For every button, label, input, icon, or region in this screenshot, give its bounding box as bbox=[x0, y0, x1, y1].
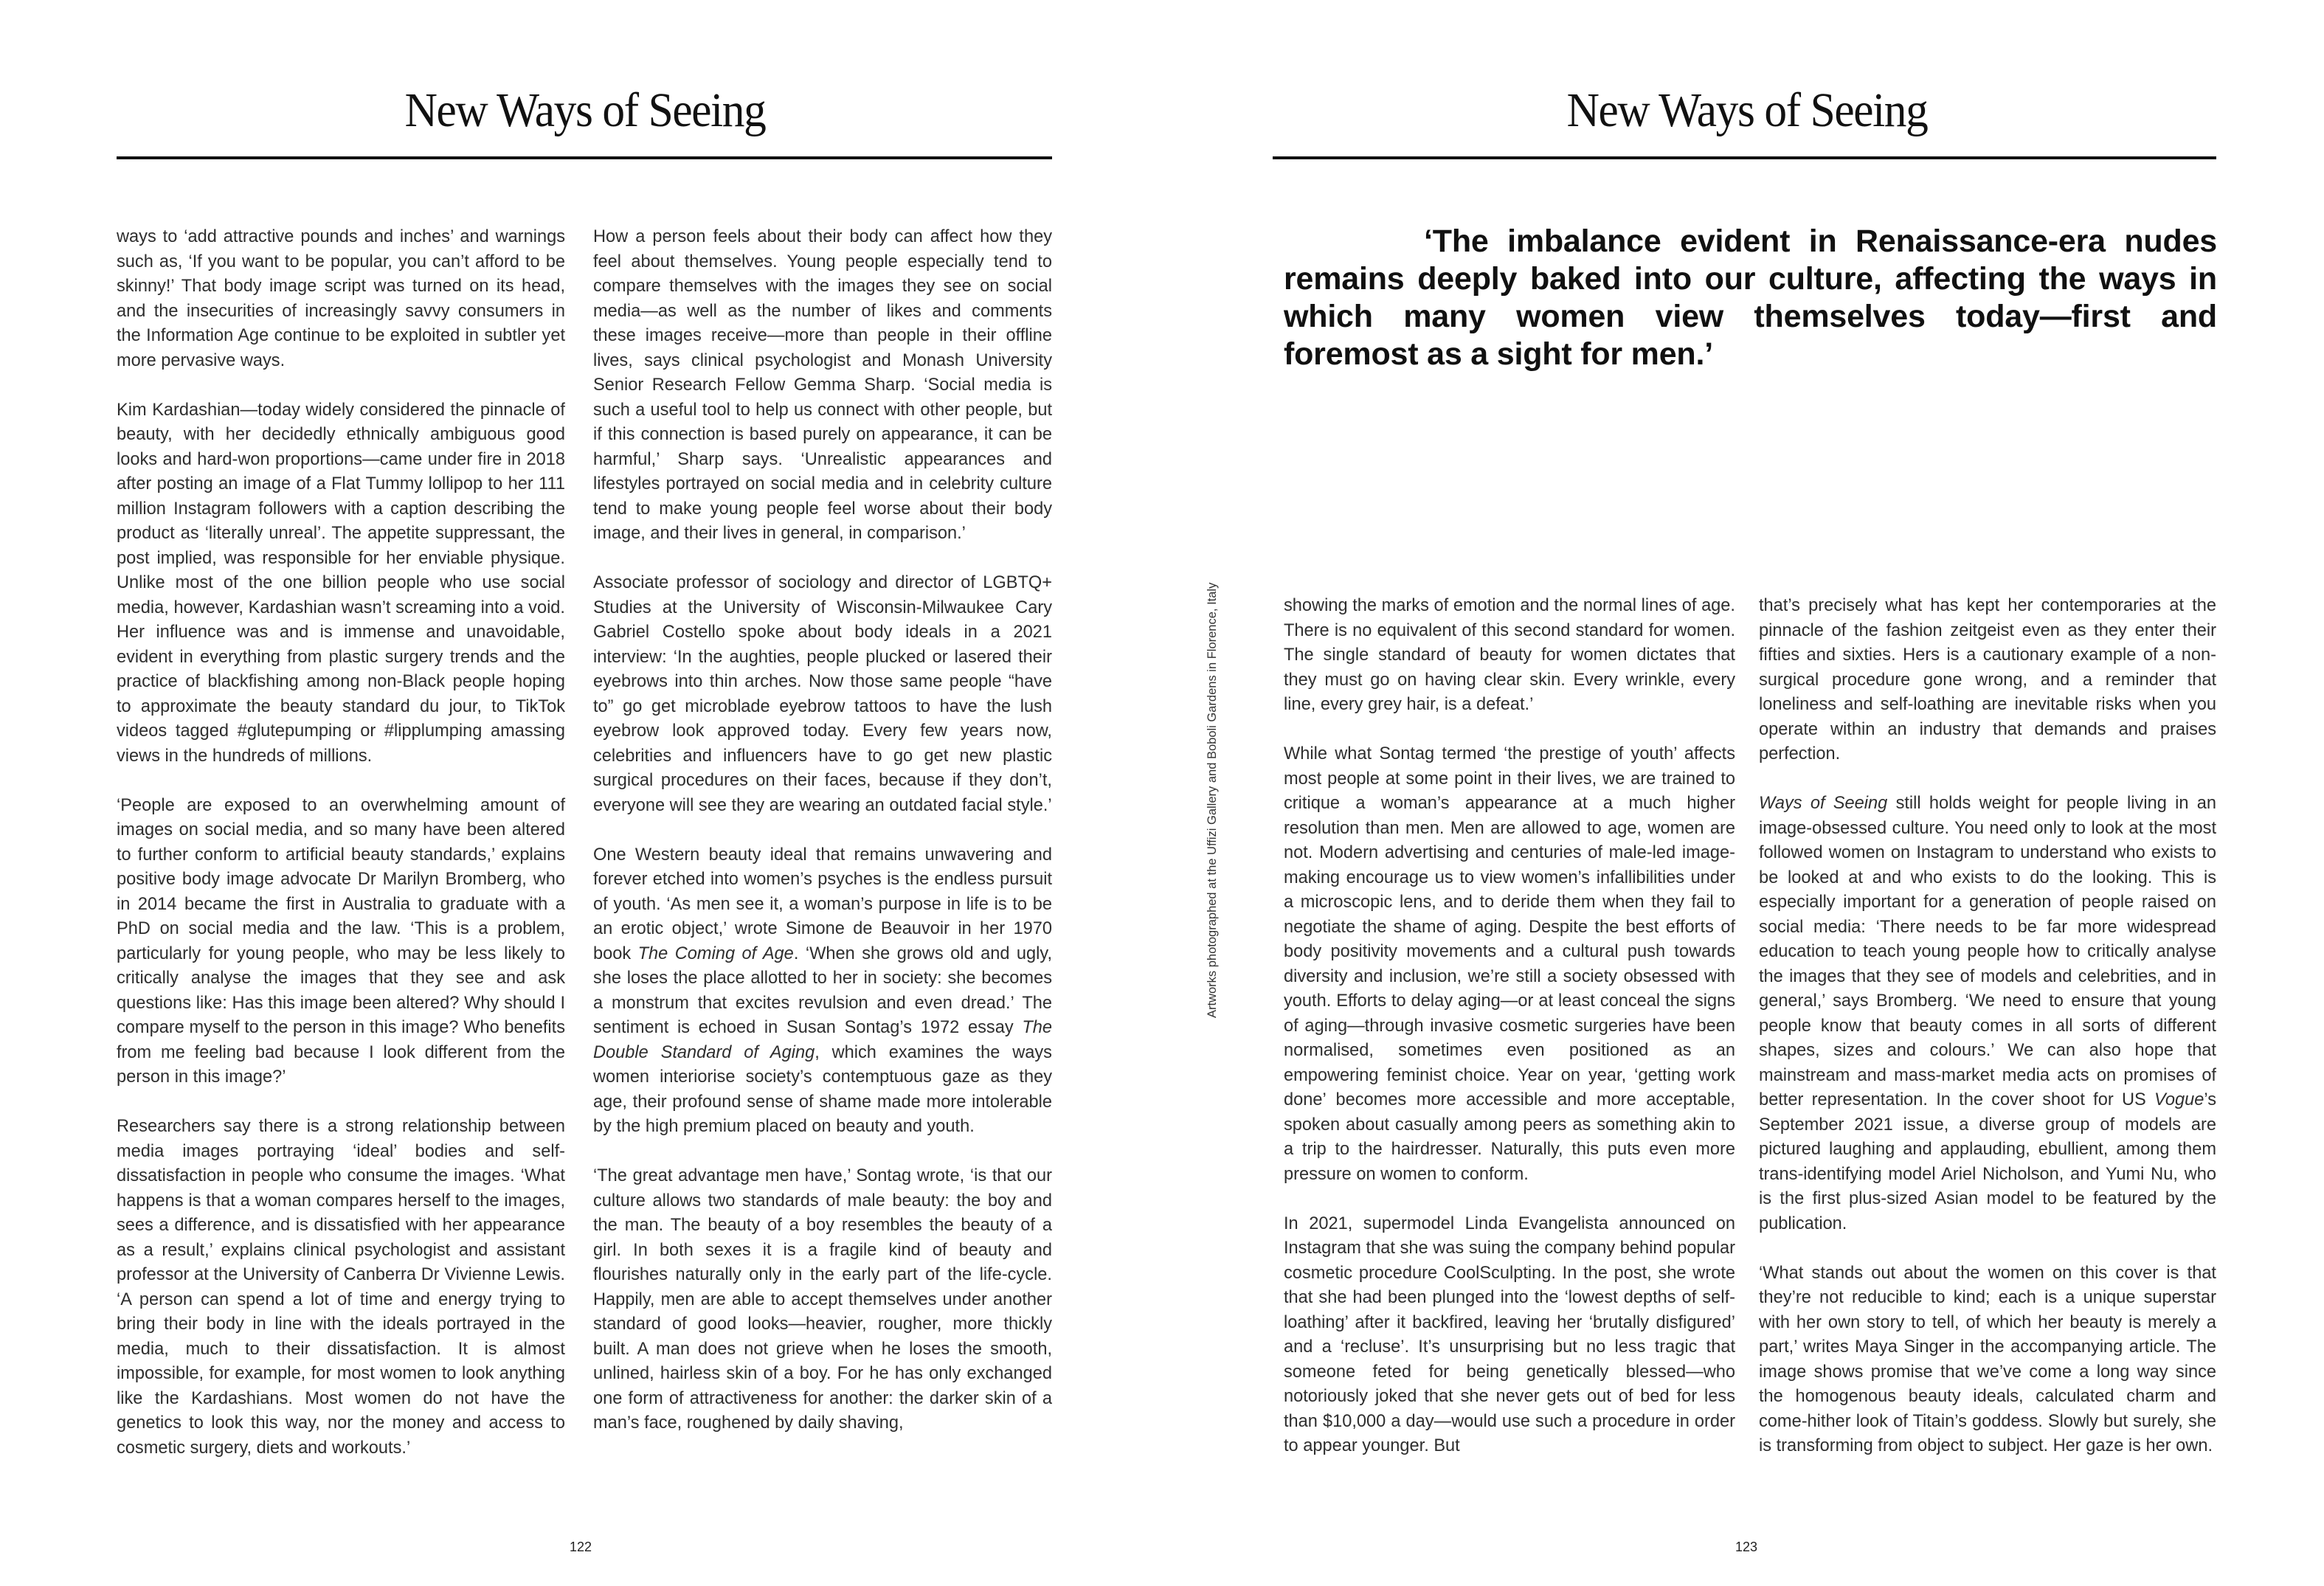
header-rule bbox=[117, 156, 1052, 159]
right-page bbox=[1162, 0, 2324, 1586]
paragraph: that’s precisely what has kept her contemporaries at the pinnacle of the fashion zeitgeist even as they enter their fifties and sixties. Hers is a cautionary example of a non-surgical procedure gone wrong, and a reminder that loneliness and self-loathing are inevitable risks when you operate within an industry that demands and praises perfection. bbox=[1759, 596, 2216, 763]
text-column-1 bbox=[1284, 594, 1735, 1459]
text-run: still holds weight for people living in an image-obsessed culture. You need only to look at the most followed women on Instagram to understand who exists to be looked at and who exists to do the looking. This is especially important for a generation of people raised on social media: ‘There needs to be far more widespread education to teach young people how to critically analyse the images that they see of models and celebrities, and in general,’ says Bromberg. ‘We need to ensure that young people know that beauty comes in all sorts of different shapes, sizes and colours.’ We can also hope that mainstream and mass-market media acts on promises of better representation. In the cover shoot for US bbox=[1759, 794, 2216, 1109]
paragraph: In 2021, supermodel Linda Evangelista announced on Instagram that she was suing the company behind popular cosmetic procedure CoolSculpting. In the post, she wrote that she had been plunged into the ‘lowest depths of self-loathing’ after it backfired, leaving her ‘brutally disfigured’ and a ‘recluse’. It’s unsurprising but no less tragic that someone feted for being genetically blessed—who notoriously joked that she never gets out of bed for less than $10,000 a day—would use such a procedure in order to appear younger. But bbox=[1284, 1213, 1735, 1455]
text-run: ’s September 2021 issue, a diverse group of models are pictured laughing and applauding, ebullient, among them trans-identifying model Ariel Nicholson, and Yumi Nu, who is the first plus-sized Asian model to be featured by the publication. bbox=[1759, 1090, 2216, 1233]
text-run: . ‘When she grows old and ugly, she loses the place allotted to her in society: she becomes a monstrum that excites revulsion and even dread.’ The sentiment is echoed in Susan Sontag’s 1972 essay bbox=[593, 943, 1052, 1037]
page-number: 123 bbox=[1735, 1540, 1758, 1554]
paragraph: ‘What stands out about the women on this cover is that they’re not reducible to kind; each is a unique superstar with her own story to tell, of which her beauty is merely a part,’ writes Maya Singer in the accompanying article. The image shows promise that we’ve come a long way since the homogenous beauty ideals, calculated charm and come-hither look of Titain’s goddess. Slowly but surely, she is transforming from object to subject. Her gaze is her own. bbox=[1759, 1263, 2216, 1455]
paragraph: ways to ‘add attractive pounds and inches’ and warnings such as, ‘If you want to be popular, you can’t afford to be skinny!’ That body image script was turned on its head, and the insecurities of increasingly savvy consumers in the Information Age continue to be exploited in subtler yet more pervasive ways. bbox=[117, 227, 565, 370]
paragraph: Associate professor of sociology and director of LGBTQ+ Studies at the University of Wisconsin-Milwaukee Cary Gabriel Costello spoke about body ideals in a 2021 interview: ‘In the aughties, people plucked or lasered their eyebrows into thin arches. Now those same people “have to” go get microblade eyebrow tattoos to have the lush eyebrow look approved today. Every few years now, celebrities and influencers have to go get new plastic surgical procedures on their faces, because if they don’t, everyone will see they are wearing an outdated facial style.’ bbox=[593, 573, 1052, 815]
text-column-1 bbox=[117, 225, 565, 1461]
photo-credit: Artworks photographed at the Uffizi Gallery and Boboli Gardens in Florence, Italy bbox=[1206, 582, 1219, 1018]
paragraph bbox=[593, 843, 1052, 1140]
text-run: , which examines the ways women interiorise society’s contemptuous gaze as they age, their profound sense of shame made more intolerable by the high premium placed on beauty and youth. bbox=[593, 1042, 1052, 1136]
essay-title: The Double Standard of Aging bbox=[593, 1018, 1052, 1062]
paragraph bbox=[1759, 792, 2216, 1236]
paragraph: ‘The great advantage men have,’ Sontag wrote, ‘is that our culture allows two standards of male beauty: the boy and the man. The beauty of a boy resembles the beauty of a girl. In both sexes it is a fragile kind of beauty and flourishes naturally only in the early part of the life-cycle. Happily, men are able to accept themselves under another standard of good looks—heavier, rougher, more thickly built. A man does not grieve when he loses the smooth, unlined, hairless skin of a boy. For he has only exchanged one form of attractiveness for another: the darker skin of a man’s face, roughened by daily shaving, bbox=[593, 1166, 1052, 1433]
book-title: Ways of Seeing bbox=[1759, 794, 1888, 813]
book-title: The Coming of Age bbox=[637, 943, 794, 963]
page-number: 122 bbox=[570, 1540, 592, 1554]
running-header: New Ways of Seeing bbox=[404, 83, 766, 137]
text-run: One Western beauty ideal that remains unwavering and forever etched into women’s psyches is the endless pursuit of youth. ‘As men see it, a woman’s purpose in life is to be an erotic object,’ wrote Simone de Beauvoir in her 1970 book bbox=[593, 845, 1052, 963]
paragraph: showing the marks of emotion and the normal lines of age. There is no equivalent of this second standard for women. The single standard of beauty for women dictates that they must go on having clear skin. Every wrinkle, every line, every grey hair, is a defeat.’ bbox=[1284, 596, 1735, 714]
pull-quote: ‘The imbalance evident in Renaissance-era nudes remains deeply baked into our culture, affecting the ways in which many women view themselves today—first and foremost as a sight for men.’ bbox=[1284, 224, 2217, 372]
paragraph: Researchers say there is a strong relationship between media images portraying ‘ideal’ bodies and self-dissatisfaction in people who consume the images. ‘What happens is that a woman compares herself to the images, sees a difference, and is dissatisfied with her appearance as a result,’ explains clinical psychologist and assistant professor at the University of Canberra Dr Vivienne Lewis. ‘A person can spend a lot of time and energy trying to bring their body in line with the ideals portrayed in the media, much to their dissatisfaction. It is almost impossible, for example, for most women to look anything like the Kardashians. Most women do not have the genetics to look this way, nor the money and access to cosmetic surgery, diets and workouts.’ bbox=[117, 1117, 565, 1458]
paragraph: How a person feels about their body can affect how they feel about themselves. Young people especially tend to compare themselves with the images they see on social media—as well as the number of likes and comments these images receive—more than people in their offline lives, says clinical psychologist and Monash University Senior Research Fellow Gemma Sharp. ‘Social media is such a useful tool to help us connect with other people, but if this connection is based purely on appearance, it can be harmful,’ Sharp says. ‘Unrealistic appearances and lifestyles portrayed on social media and in celebrity culture tend to make young people feel worse about their body image, and their lives in general, in comparison.’ bbox=[593, 227, 1052, 543]
paragraph: While what Sontag termed ‘the prestige of youth’ affects most people at some point in their lives, we are trained to critique a woman’s appearance at a much higher resolution than men. Men are allowed to age, women are not. Modern advertising and centuries of male-led image-making encourage us to view women’s infallibilities under a microscopic lens, and to deride them when they fail to negotiate the shame of aging. Despite the best efforts of body positivity movements and a cultural push towards diversity and inclusion, we’re still a society obsessed with youth. Efforts to delay aging—or at least conceal the signs of aging—through invasive cosmetic surgeries have been normalised, sometimes even positioned as an empowering feminist choice. Year on year, ‘getting work done’ becomes more accessible and more acceptable, spoken about casually among peers as something akin to a trip to the hairdresser. Naturally, this puts even more pressure on women to conform. bbox=[1284, 744, 1735, 1184]
paragraph: Kim Kardashian—today widely considered the pinnacle of beauty, with her decidedly ethnically ambiguous good looks and hard-won proportions—came under fire in 2018 after posting an image of a Flat Tummy lollipop to her 111 million Instagram followers with a caption describing the product as ‘literally unreal’. The appetite suppressant, the post implied, was responsible for her enviable physique. Unlike most of the one billion people who use social media, however, Kardashian wasn’t screaming into a void. Her influence was and is immense and unavoidable, evident in everything from plastic surgery trends and the practice of blackfishing among non-Black people hoping to approximate the beauty standard du jour, to TikTok videos tagged #glutepumping or #lipplumping amassing views in the hundreds of millions. bbox=[117, 400, 565, 766]
paragraph: ‘People are exposed to an overwhelming amount of images on social media, and so many have been altered to further conform to artificial beauty standards,’ explains positive body image advocate Dr Marilyn Bromberg, who in 2014 became the first in Australia to graduate with a PhD on social media and the law. ‘This is a problem, particularly for young people, who may be less likely to critically analyse the images that they see and ask questions like: Has this image been altered? Why should I compare myself to the person in this image? Who benefits from me feeling bad because I look different from the person in this image?’ bbox=[117, 795, 565, 1087]
header-rule bbox=[1273, 156, 2216, 159]
magazine-title: Vogue bbox=[2154, 1090, 2204, 1109]
text-column-2 bbox=[593, 225, 1052, 1436]
running-header: New Ways of Seeing bbox=[1566, 83, 1928, 137]
text-column-2 bbox=[1759, 594, 2216, 1459]
